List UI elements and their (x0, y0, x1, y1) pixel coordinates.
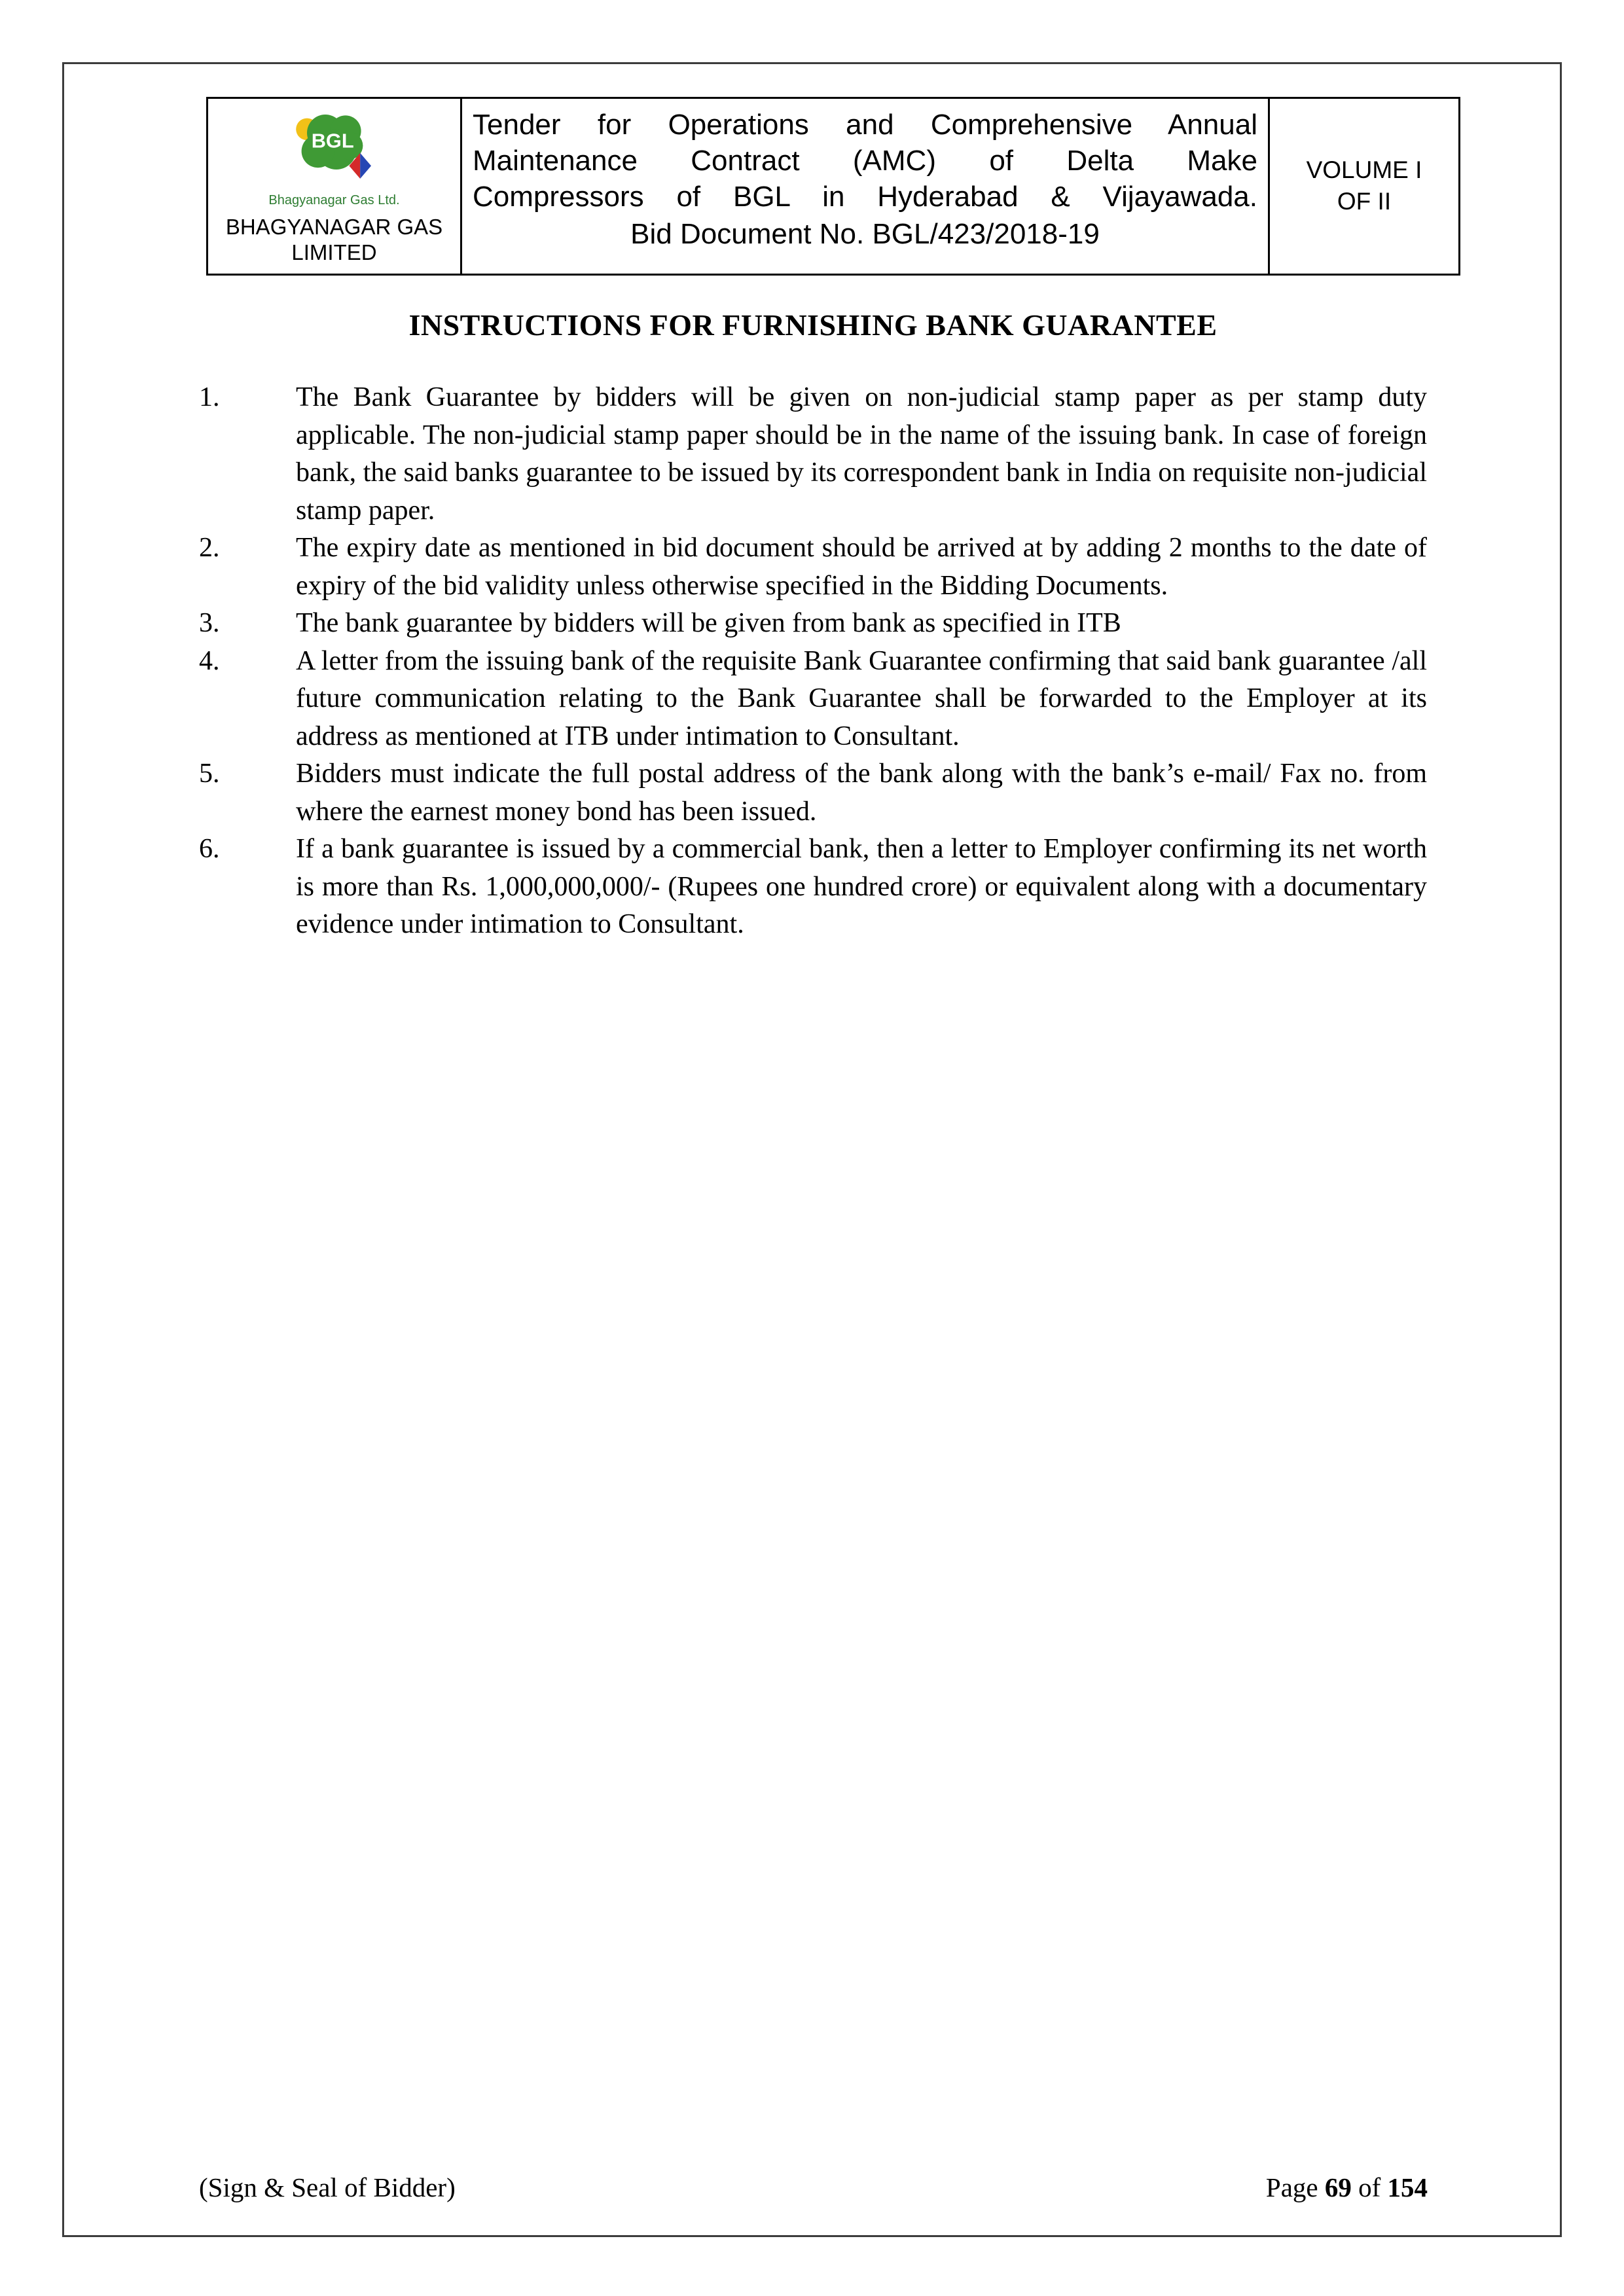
volume-cell (1270, 99, 1458, 274)
page-word: Page (1265, 2172, 1318, 2202)
page-footer (199, 2172, 1428, 2203)
list-item-text: The bank guarantee by bidders will be given from bank as specified in ITB (296, 608, 1121, 639)
logo-subtext: Bhagyanagar Gas Ltd. (268, 193, 400, 207)
list-item (199, 605, 1427, 643)
list-item-text: The expiry date as mentioned in bid document should be arrived at by adding 2 months to the date of expiry of the bid validity unless otherwise specified in the Bidding Documents. (296, 533, 1427, 601)
header-table (206, 97, 1460, 276)
list-item-number: 6. (199, 834, 220, 865)
page-title: INSTRUCTIONS FOR FURNISHING BANK GUARANTEE (408, 308, 1218, 342)
company-name (226, 215, 442, 266)
list-item-text: Bidders must indicate the full postal address of the bank along with the bank’s e-mail/ Fax no. from where the earnest money bond has been issued. (296, 759, 1427, 827)
list-item-number: 1. (199, 382, 220, 412)
page-number: 69 (1324, 2172, 1352, 2202)
list-item (199, 379, 1427, 529)
of-word: of (1358, 2172, 1381, 2202)
logo-cell (208, 99, 462, 274)
list-item (199, 831, 1427, 944)
list-item-number: 2. (199, 533, 220, 564)
list-item (199, 755, 1427, 831)
company-name-line2: LIMITED (291, 240, 377, 264)
tender-title-line3: Compressors of BGL in Hyderabad & Vijayawada. (473, 181, 1257, 213)
volume-line1: VOLUME I (1306, 156, 1422, 184)
volume-line2: OF II (1337, 188, 1392, 215)
main-content (199, 270, 1427, 944)
instructions-list (199, 379, 1427, 944)
sign-seal-label: (Sign & Seal of Bidder) (199, 2172, 456, 2202)
list-item (199, 643, 1427, 756)
list-item-number: 3. (199, 608, 220, 639)
bid-document-number: Bid Document No. BGL/423/2018-19 (630, 218, 1100, 250)
list-item-text: The Bank Guarantee by bidders will be given on non-judicial stamp paper as per stamp duty applicable. The non-judicial stamp paper should be in the name of the issuing bank. In case of foreign bank, the said banks guarantee to be issued by its correspondent bank in India on requisite non-judicial stamp paper. (296, 382, 1427, 526)
tender-title-line1: Tender for Operations and Comprehensive Annual (473, 109, 1257, 141)
tender-title-line2: Maintenance Contract (AMC) of Delta Make (473, 145, 1257, 177)
list-item (199, 529, 1427, 605)
company-name-line1: BHAGYANAGAR GAS (225, 215, 443, 239)
svg-text:BGL: BGL (311, 129, 354, 152)
total-pages: 154 (1387, 2172, 1428, 2202)
bgl-logo-icon (279, 105, 390, 197)
list-item-number: 4. (199, 645, 220, 676)
list-item-text: If a bank guarantee is issued by a commercial bank, then a letter to Employer confirming its net worth is more than Rs. 1,000,000,000/- (Rupees one hundred crore) or equivalent along with a documentary evidence under intimation to Consultant. (296, 834, 1427, 940)
list-item-text: A letter from the issuing bank of the requisite Bank Guarantee confirming that said bank guarantee /all future communication relating to the Bank Guarantee shall be forwarded to the Employer at its address as mentioned at ITB under intimation to Consultant. (296, 645, 1427, 751)
tender-title-cell (462, 99, 1270, 274)
page-indicator (1266, 2172, 1428, 2203)
list-item-number: 5. (199, 759, 220, 789)
